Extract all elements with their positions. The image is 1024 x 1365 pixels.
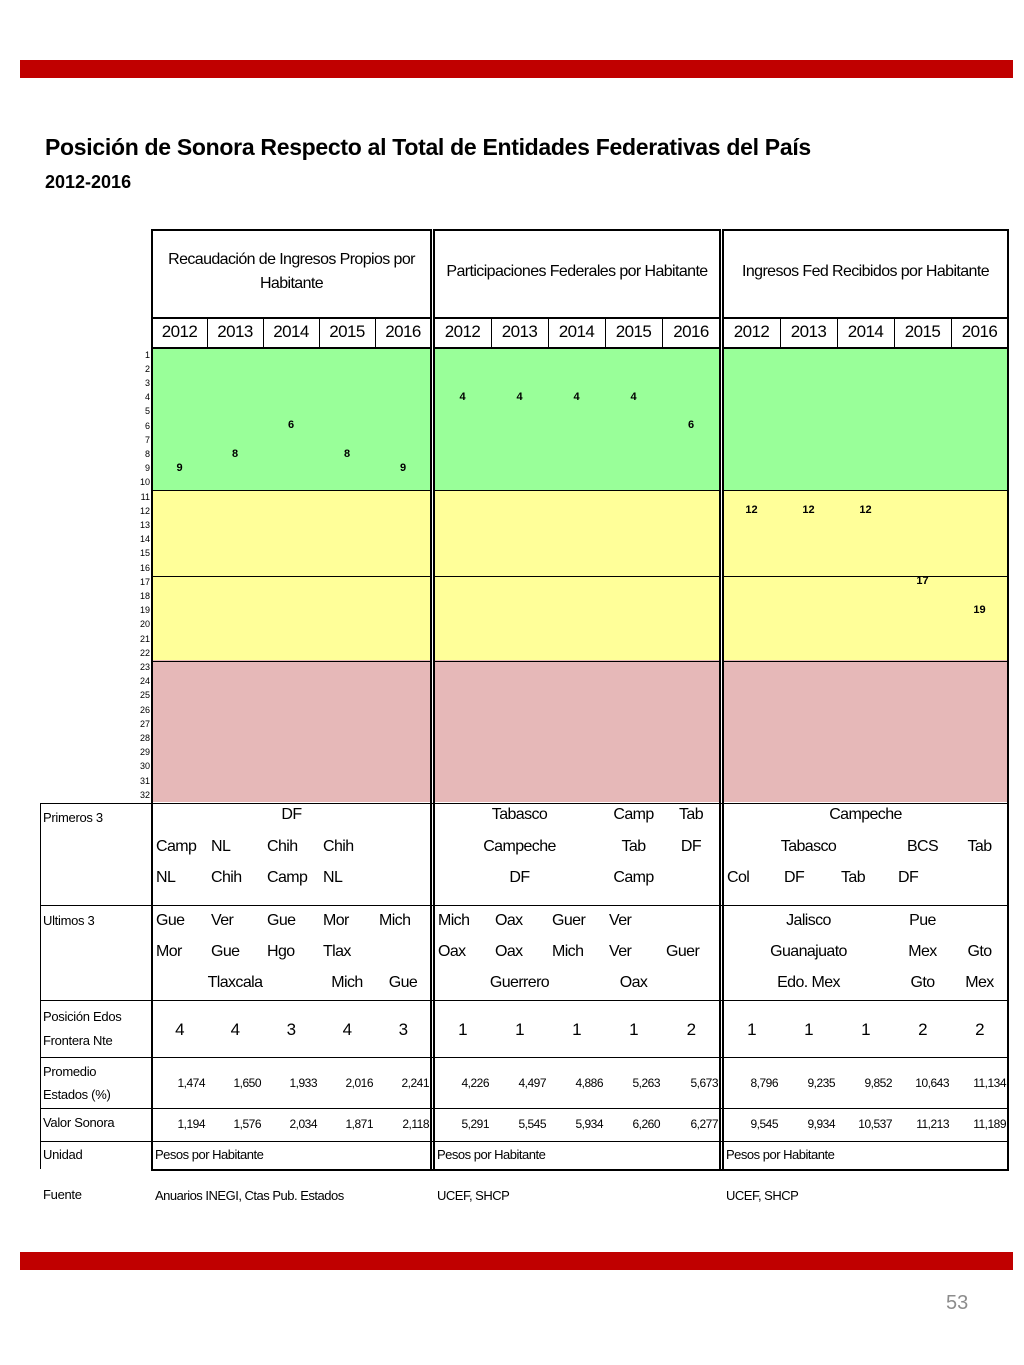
rank-marker: 17 — [916, 575, 929, 588]
promedio-cell: 10,643 — [915, 1076, 949, 1090]
section-header-2: Participaciones Federales por Habitante — [446, 263, 708, 280]
ultimos-cell: Mich — [438, 912, 470, 929]
primeros-cell: Tabasco — [780, 838, 837, 855]
rank-tick-1: 1 — [144, 349, 150, 360]
ultimos-cell: Mich — [331, 974, 363, 991]
section-header-3: Ingresos Fed Recibidos por Habitante — [742, 263, 989, 280]
section-1-header-divider — [152, 317, 431, 319]
section-1-year-sep — [375, 318, 376, 348]
section-1-band-divider-2 — [152, 576, 431, 577]
rank-marker: 9 — [399, 461, 407, 474]
valor-cell: 2,034 — [289, 1117, 317, 1131]
section-3-band-divider-1 — [723, 490, 1008, 491]
band-top-2 — [434, 348, 720, 490]
valor-cell: 10,537 — [858, 1117, 892, 1131]
posicion-cell: 4 — [175, 1020, 184, 1039]
rank-tick-7: 7 — [144, 434, 150, 445]
section-3-band-divider-2 — [723, 576, 1008, 577]
rank-tick-8: 8 — [144, 449, 150, 459]
valor-cell: 2,118 — [402, 1117, 429, 1131]
section-3-right-border — [1007, 229, 1009, 1171]
posicion-cell: 1 — [804, 1020, 813, 1039]
unidad-cell: Pesos por Habitante — [155, 1147, 264, 1162]
year-label: 2016 — [961, 322, 998, 341]
row-rule-6 — [40, 1141, 1008, 1142]
promedio-cell: 5,673 — [690, 1076, 718, 1090]
ultimos-cell: Gue — [267, 912, 296, 929]
row-label-valor: Valor Sonora — [43, 1115, 115, 1130]
ultimos-cell: Mex — [908, 943, 937, 960]
section-3-year-sep — [837, 318, 838, 348]
unidad-cell: Pesos por Habitante — [726, 1147, 835, 1162]
row-label-primeros: Primeros 3 — [43, 810, 103, 825]
section-2-year-sep — [491, 318, 492, 348]
promedio-cell: 11,134 — [973, 1076, 1006, 1090]
ultimos-cell: Ver — [211, 912, 234, 929]
year-label: 2012 — [733, 322, 770, 341]
ultimos-cell: Mor — [156, 943, 182, 960]
valor-cell: 1,576 — [233, 1117, 261, 1131]
bottom-rule — [152, 1169, 1008, 1171]
ultimos-cell: Mich — [552, 943, 584, 960]
section-2-header-divider — [434, 317, 720, 319]
section-1-band-divider-1 — [152, 490, 431, 491]
rank-tick-30: 30 — [139, 761, 150, 772]
section-2-right-border — [719, 229, 721, 1171]
posicion-cell: 2 — [686, 1020, 696, 1039]
valor-cell: 11,189 — [973, 1117, 1006, 1131]
row-label-posicion-1: Posición Edos — [43, 1009, 122, 1024]
rank-tick-18: 18 — [139, 591, 150, 601]
promedio-cell: 8,796 — [750, 1076, 778, 1090]
promedio-cell: 1,650 — [233, 1076, 261, 1090]
ultimos-cell: Tlaxcala — [207, 974, 263, 991]
band-bottom-1 — [152, 660, 431, 802]
section-3-header-divider — [723, 317, 1008, 319]
section-1-year-sep — [319, 318, 320, 348]
posicion-cell: 4 — [230, 1020, 240, 1039]
section-1-year-sep — [207, 318, 208, 348]
rank-tick-29: 29 — [139, 747, 150, 758]
posicion-cell: 1 — [629, 1020, 638, 1039]
posicion-cell: 1 — [747, 1020, 756, 1039]
primeros-cell: NL — [211, 838, 231, 855]
posicion-cell: 3 — [286, 1020, 296, 1039]
ultimos-cell: Guer — [552, 912, 586, 929]
primeros-cell: NL — [156, 869, 176, 886]
ultimos-cell: Gue — [388, 974, 418, 991]
primeros-cell: DF — [898, 869, 919, 886]
rank-tick-10: 10 — [139, 477, 150, 488]
rank-marker: 9 — [176, 461, 183, 474]
rank-tick-22: 22 — [139, 647, 150, 658]
ultimos-cell: Jalisco — [786, 912, 831, 929]
ultimos-cell: Guer — [666, 943, 700, 960]
primeros-cell: Camp — [613, 806, 654, 823]
ultimos-cell: Gue — [156, 912, 185, 929]
section-2-band-divider-2 — [434, 576, 720, 577]
rank-tick-16: 16 — [139, 562, 150, 573]
valor-cell: 1,871 — [345, 1117, 373, 1131]
posicion-cell: 2 — [975, 1020, 984, 1039]
unidad-cell: Pesos por Habitante — [437, 1147, 546, 1162]
ultimos-cell: Mex — [965, 974, 994, 991]
primeros-cell: Campeche — [829, 806, 902, 823]
posicion-cell: 2 — [918, 1020, 927, 1039]
primeros-cell: Chih — [323, 838, 354, 855]
posicion-cell: 1 — [458, 1020, 467, 1039]
section-1-year-divider — [152, 347, 431, 349]
section-2-year-divider — [434, 347, 720, 349]
rank-tick-5: 5 — [144, 406, 150, 417]
posicion-cell: 1 — [861, 1020, 870, 1039]
section-header-1: Recaudación de Ingresos Propios por Habitante — [168, 251, 415, 292]
rank-tick-21: 21 — [139, 633, 150, 644]
section-1-left-border — [151, 229, 153, 1171]
ultimos-cell: Pue — [909, 912, 936, 929]
primeros-cell: Chih — [211, 869, 242, 886]
section-1-top-border — [152, 229, 431, 231]
ultimos-cell: Tlax — [323, 943, 351, 960]
rank-tick-20: 20 — [139, 619, 150, 630]
section-3-band-divider-3 — [723, 661, 1008, 662]
row-label-promedio-2: Estados (%) — [43, 1087, 111, 1102]
section-1-year-sep — [263, 318, 264, 348]
valor-cell: 6,260 — [632, 1117, 660, 1131]
ultimos-cell: Hgo — [267, 943, 295, 960]
promedio-cell: 9,235 — [807, 1076, 835, 1090]
row-rule-2 — [40, 905, 1008, 906]
rank-tick-6: 6 — [144, 420, 150, 431]
posicion-cell: 4 — [342, 1020, 352, 1039]
row-label-promedio-1: Promedio — [43, 1064, 97, 1079]
year-label: 2016 — [385, 322, 421, 341]
label-column-border — [40, 803, 41, 1169]
year-label: 2016 — [673, 322, 709, 341]
ultimos-cell: Oax — [619, 974, 648, 991]
primeros-cell: Camp — [267, 869, 308, 886]
primeros-cell: Camp — [156, 838, 197, 855]
fuente-cell: UCEF, SHCP — [726, 1188, 799, 1203]
promedio-cell: 2,241 — [401, 1076, 429, 1090]
rank-marker: 19 — [973, 603, 986, 616]
primeros-cell: Tab — [621, 838, 646, 855]
section-3-year-sep — [951, 318, 952, 348]
rank-tick-14: 14 — [139, 534, 150, 545]
rank-tick-23: 23 — [139, 662, 150, 672]
rank-tick-26: 26 — [139, 704, 150, 715]
section-2-left-border — [433, 229, 435, 1171]
primeros-cell: DF — [784, 869, 805, 886]
year-label: 2015 — [904, 322, 941, 341]
year-label: 2013 — [790, 322, 827, 341]
rank-tick-28: 28 — [139, 733, 150, 743]
ultimos-cell: Mor — [323, 912, 349, 929]
rank-marker: 8 — [231, 447, 239, 460]
section-3-left-border — [722, 229, 724, 1171]
row-rule-1 — [40, 803, 1008, 804]
primeros-cell: Tab — [967, 838, 992, 855]
year-label: 2015 — [329, 322, 365, 341]
promedio-cell: 9,852 — [864, 1076, 892, 1090]
rank-marker: 12 — [802, 504, 815, 517]
valor-cell: 6,277 — [690, 1117, 718, 1131]
year-label: 2012 — [161, 322, 198, 341]
row-label-ultimos: Ultimos 3 — [43, 913, 95, 928]
page-number: 53 — [946, 1292, 969, 1314]
valor-cell: 9,545 — [750, 1117, 778, 1131]
promedio-cell: 5,263 — [632, 1076, 660, 1090]
primeros-cell: DF — [509, 869, 530, 886]
ultimos-cell: Ver — [609, 912, 632, 929]
promedio-cell: 2,016 — [345, 1076, 373, 1090]
section-2-year-sep — [548, 318, 549, 348]
valor-cell: 5,545 — [518, 1117, 546, 1131]
band-top-3 — [723, 348, 1008, 490]
fuente-cell: UCEF, SHCP — [437, 1188, 510, 1203]
rank-marker: 6 — [287, 419, 295, 432]
valor-cell: 5,291 — [461, 1117, 489, 1131]
row-rule-4 — [40, 1057, 1008, 1058]
section-3-year-sep — [780, 318, 781, 348]
fuente-cell: Anuarios INEGI, Ctas Pub. Estados — [155, 1188, 344, 1203]
valor-cell: 1,194 — [177, 1117, 205, 1131]
valor-cell: 11,213 — [916, 1117, 949, 1131]
rank-tick-17: 17 — [139, 576, 150, 587]
rank-tick-25: 25 — [139, 690, 150, 701]
promedio-cell: 4,886 — [575, 1076, 603, 1090]
year-label: 2013 — [501, 322, 538, 341]
rank-tick-19: 19 — [139, 605, 150, 616]
row-rule-5 — [40, 1108, 1008, 1109]
primeros-cell: DF — [680, 838, 702, 855]
primeros-cell: Tab — [679, 806, 703, 823]
row-label-posicion-2: Frontera Nte — [43, 1033, 113, 1048]
primeros-cell: Chih — [267, 838, 298, 855]
year-label: 2012 — [444, 322, 481, 341]
primeros-cell: Camp — [613, 869, 654, 886]
section-3-top-border — [723, 229, 1008, 231]
primeros-cell: Tabasco — [491, 806, 548, 823]
ultimos-cell: Gto — [967, 943, 992, 960]
ultimos-cell: Edo. Mex — [777, 974, 840, 991]
row-label-unidad: Unidad — [43, 1147, 83, 1162]
ultimos-cell: Ver — [609, 943, 632, 960]
page-title: Posición de Sonora Respecto al Total de Entidades Federativas del País — [45, 134, 811, 160]
primeros-cell: Tab — [841, 869, 865, 886]
posicion-cell: 1 — [572, 1020, 581, 1039]
year-label: 2014 — [847, 322, 884, 341]
section-1-band-divider-3 — [152, 661, 431, 662]
band-bottom-3 — [723, 660, 1008, 802]
year-label: 2015 — [615, 322, 652, 341]
rank-tick-27: 27 — [139, 718, 150, 729]
ultimos-cell: Gue — [211, 943, 240, 960]
rank-tick-32: 32 — [139, 789, 150, 800]
valor-cell: 5,934 — [575, 1117, 603, 1131]
section-2-band-divider-1 — [434, 490, 720, 491]
primeros-cell: BCS — [906, 838, 939, 855]
rank-tick-13: 13 — [139, 520, 150, 530]
posicion-cell: 3 — [398, 1020, 408, 1039]
section-2-year-sep — [662, 318, 663, 348]
year-label: 2014 — [558, 322, 595, 341]
ultimos-cell: Mich — [379, 912, 411, 929]
primeros-cell: Col — [727, 869, 750, 886]
rank-tick-11: 11 — [140, 491, 150, 502]
year-label: 2013 — [217, 322, 253, 341]
rank-marker: 4 — [573, 390, 580, 403]
rank-tick-31: 31 — [139, 775, 150, 786]
primeros-cell: DF — [281, 806, 302, 823]
rank-marker: 12 — [745, 504, 758, 517]
posicion-cell: 1 — [515, 1020, 524, 1039]
page-subtitle: 2012-2016 — [45, 172, 132, 192]
section-3-year-divider — [723, 347, 1008, 349]
primeros-cell: Campeche — [483, 838, 556, 855]
rank-tick-2: 2 — [144, 363, 150, 374]
band-bottom-2 — [434, 660, 720, 802]
promedio-cell: 4,497 — [518, 1076, 546, 1090]
promedio-cell: 4,226 — [461, 1076, 489, 1090]
rank-marker: 8 — [343, 447, 351, 460]
rank-tick-15: 15 — [139, 548, 150, 559]
rank-marker: 4 — [630, 390, 637, 403]
valor-cell: 9,934 — [807, 1117, 835, 1131]
section-2-band-divider-3 — [434, 661, 720, 662]
rank-marker: 4 — [459, 390, 466, 403]
rank-marker: 6 — [687, 419, 695, 432]
rank-tick-9: 9 — [144, 463, 150, 474]
row-label-fuente: Fuente — [43, 1187, 82, 1202]
primeros-cell: NL — [323, 869, 343, 886]
row-rule-3 — [40, 1000, 1008, 1001]
rank-tick-3: 3 — [144, 378, 150, 388]
ultimos-cell: Gto — [910, 974, 935, 991]
rank-tick-12: 12 — [139, 505, 150, 516]
promedio-cell: 1,474 — [177, 1076, 205, 1090]
section-1-right-border — [430, 229, 432, 1171]
promedio-cell: 1,933 — [289, 1076, 317, 1090]
section-2-top-border — [434, 229, 720, 231]
rank-tick-4: 4 — [144, 392, 150, 403]
rank-marker: 4 — [516, 390, 523, 403]
ultimos-cell: Oax — [495, 912, 523, 929]
section-2-year-sep — [605, 318, 606, 348]
ultimos-cell: Guanajuato — [770, 943, 847, 960]
section-3-year-sep — [894, 318, 895, 348]
ultimos-cell: Oax — [438, 943, 466, 960]
ultimos-cell: Guerrero — [489, 974, 550, 991]
year-label: 2014 — [273, 322, 309, 341]
rank-tick-24: 24 — [139, 676, 150, 687]
ultimos-cell: Oax — [495, 943, 523, 960]
rank-marker: 12 — [859, 504, 872, 517]
